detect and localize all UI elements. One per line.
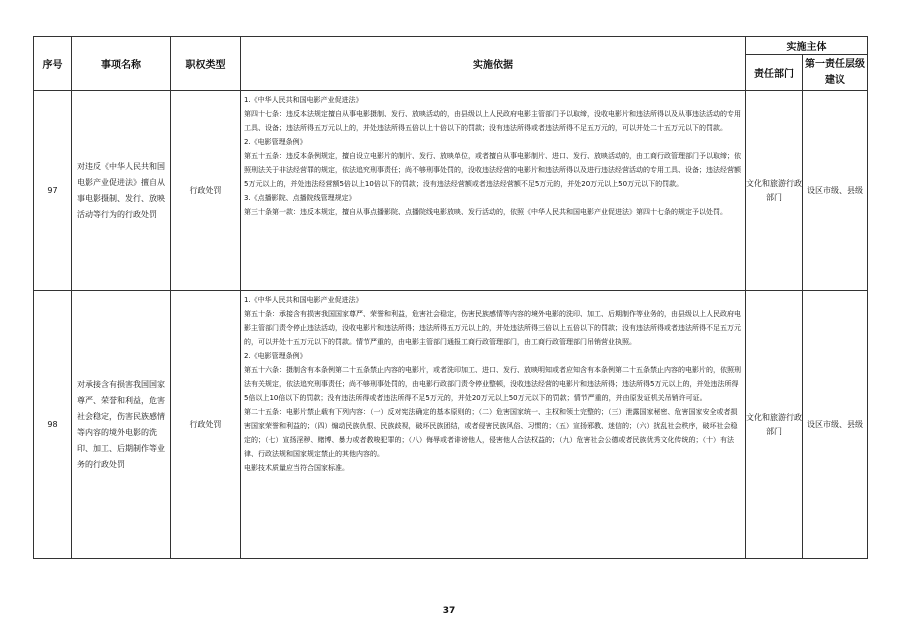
header-subject: 实施主体 [746,37,868,55]
authority-table [33,36,868,559]
row-dept: 文化和旅游行政部门 [746,291,803,559]
header-basis: 实施依据 [241,37,746,91]
row-seq: 97 [34,91,72,291]
table-row [34,291,868,559]
basis-line: 第五十六条：摄制含有本条例第二十五条禁止内容的电影片，或者洗印加工、进口、发行、放映明知或者应知含有本条例第二十五条禁止内容的电影片的，依照刑法有关规定，依法追究刑事责任；尚不够刑事处罚的，由电影行政部门责令停业整顿，没收违法经营的电影片和违法所得；违法所得5万元以上的，并处违法所得5倍以上10倍以下的罚款；没有违法所得或者违法所得不足5万元的，并处20万元以上50万元以下的罚款；情节严重的，并由原发证机关吊销许可证。 [244,366,741,402]
row-type: 行政处罚 [171,291,241,559]
basis-line: 电影技术质量应当符合国家标准。 [244,464,349,472]
row-basis [241,91,746,291]
basis-line: 第四十七条：违反本法规定擅自从事电影摄制、发行、放映活动的，由县级以上人民政府电影主管部门予以取缔，没收电影片和违法所得以及从事违法活动的专用工具、设备；违法所得五万元以上的，并处违法所得五倍以上十倍以下的罚款；没有违法所得或者违法所得不足五万元的，可以并处二十五万元以下的罚款。 [244,110,741,132]
basis-line: 1.《中华人民共和国电影产业促进法》 [244,96,363,104]
header-seq: 序号 [34,37,72,91]
row-level: 设区市级、县级 [803,291,868,559]
row-type: 行政处罚 [171,91,241,291]
basis-line: 3.《点播影院、点播院线管理规定》 [244,194,356,202]
row-name: 对承接含有损害我国国家尊严、荣誉和利益，危害社会稳定，伤害民族感情等内容的境外电影的洗印、加工、后期制作等业务的行政处罚 [72,291,171,559]
header-level: 第一责任层级建议 [803,55,868,91]
basis-line: 第五十五条：违反本条例规定，擅自设立电影片的制片、发行、放映单位，或者擅自从事电影制片、进口、发行、放映活动的，由工商行政管理部门予以取缔；依照刑法关于非法经营罪的规定，依法追究刑事责任；尚不够刑事处罚的，没收违法经营的电影片和违法所得以及进行违法经营活动的专用工具、设备；违法经营额5万元以上的，并处违法经营额5倍以上10倍以下的罚款；没有违法经营额或者违法经营额不足5万元的，并处20万元以上50万元以下的罚款。 [244,152,741,188]
basis-line: 第二十五条：电影片禁止载有下列内容：（一）反对宪法确定的基本原则的；（二）危害国家统一、主权和领土完整的；（三）泄露国家秘密、危害国家安全或者损害国家荣誉和利益的；（四）煽动民族仇恨、民族歧视，破坏民族团结，或者侵害民族风俗、习惯的；（五）宣扬邪教、迷信的；（六）扰乱社会秩序，破坏社会稳定的；（七）宣扬淫秽、赌博、暴力或者教唆犯罪的；（八）侮辱或者诽谤他人，侵害他人合法权益的；（九）危害社会公德或者民族优秀文化传统的；（十）有法律、行政法规和国家规定禁止的其他内容的。 [244,408,738,458]
row-dept: 文化和旅游行政部门 [746,91,803,291]
row-seq: 98 [34,291,72,559]
basis-line: 2.《电影管理条例》 [244,138,307,146]
basis-line: 1.《中华人民共和国电影产业促进法》 [244,296,363,304]
basis-line: 第三十条第一款：违反本规定，擅自从事点播影院、点播院线电影放映、发行活动的，依照《中华人民共和国电影产业促进法》第四十七条的规定予以处罚。 [244,208,727,216]
basis-line: 第五十条：承接含有损害我国国家尊严、荣誉和利益，危害社会稳定，伤害民族感情等内容的境外电影的洗印、加工、后期制作等业务的，由县级以上人民政府电影主管部门责令停止违法活动，没收电影片和违法所得；违法所得五万元以上的，并处违法所得三倍以上五倍以下的罚款；没有违法所得或者违法所得不足五万元的，可以并处十五万元以下的罚款。情节严重的，由电影主管部门通报工商行政管理部门，由工商行政管理部门吊销营业执照。 [244,310,741,346]
basis-line: 2.《电影管理条例》 [244,352,307,360]
header-name: 事项名称 [72,37,171,91]
row-level: 设区市级、县级 [803,91,868,291]
table-row [34,91,868,291]
row-basis [241,291,746,559]
header-type: 职权类型 [171,37,241,91]
page-number: 37 [442,606,456,616]
header-dept: 责任部门 [746,55,803,91]
row-name: 对违反《中华人民共和国电影产业促进法》擅自从事电影摄制、发行、放映活动等行为的行政处罚 [72,91,171,291]
